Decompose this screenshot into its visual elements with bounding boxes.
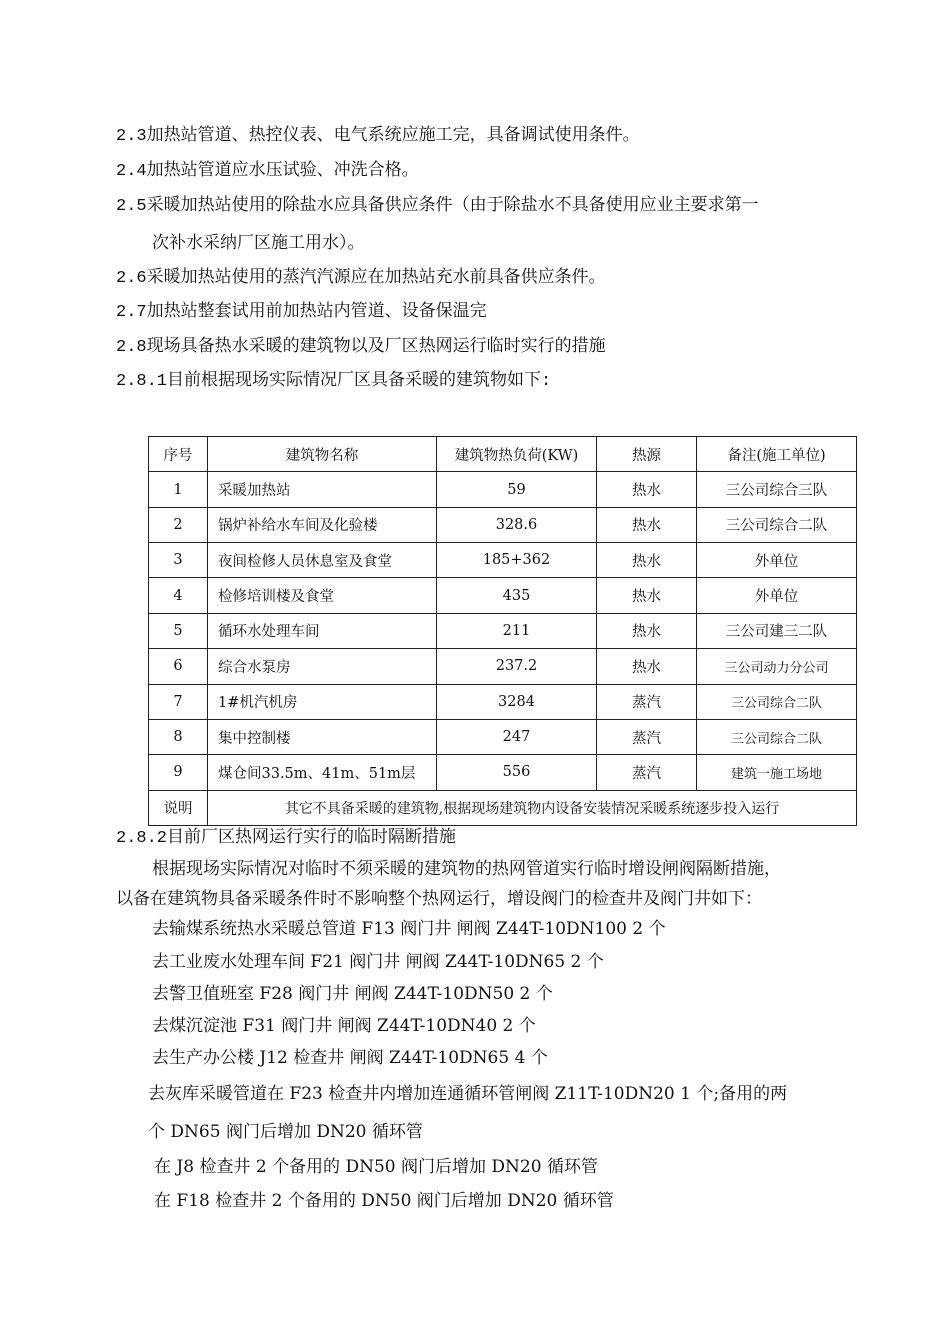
heat-load: 3284 (437, 684, 597, 719)
heat-load: 328.6 (437, 507, 597, 542)
building-name: 1#机汽机房 (208, 684, 437, 719)
row-number: 3 (149, 543, 208, 578)
heat-load: 211 (437, 613, 597, 648)
table-row (149, 719, 857, 754)
heat-source: 热水 (597, 578, 697, 613)
section-2-8-2-heading: 2.8.2目前厂区热网运行实行的临时隔断措施 (116, 829, 457, 848)
section-2-8: 2.8现场具备热水采暖的建筑物以及厂区热网运行临时实行的措施 (116, 338, 606, 357)
table-row (149, 684, 857, 719)
note-text: 其它不具备采暖的建筑物,根据现场建筑物内设备安装情况采暖系统逐步投入运行 (208, 790, 857, 825)
heat-source: 热水 (597, 613, 697, 648)
row-number: 5 (149, 613, 208, 648)
section-2-7: 2.7加热站整套试用前加热站内管道、设备保温完 (116, 303, 487, 322)
heat-source: 蒸汽 (597, 684, 697, 719)
heat-load: 435 (437, 578, 597, 613)
header-cell: 序号 (149, 437, 208, 472)
remark: 建筑一施工场地 (697, 755, 857, 790)
heat-source: 蒸汽 (597, 719, 697, 754)
heat-source: 蒸汽 (597, 755, 697, 790)
paragraph-line1: 根据现场实际情况对临时不须采暖的建筑物的热网管道实行临时增设闸阀隔断措施， (152, 859, 781, 879)
table-row (149, 472, 857, 507)
heat-source: 热水 (597, 543, 697, 578)
valve-item: 去煤沉淀池 F31 阀门井 闸阀 Z44T-10DN40 2 个 (152, 1016, 536, 1036)
row-number: 6 (149, 649, 208, 684)
section-2-3: 2.3加热站管道、热控仪表、电气系统应施工完，具备调试使用条件。 (116, 127, 640, 146)
header-cell: 热源 (597, 437, 697, 472)
remark: 三公司动力分公司 (697, 649, 857, 684)
table-row (149, 649, 857, 684)
table-row (149, 507, 857, 542)
valve-item: 去生产办公楼 J12 检查井 闸阀 Z44T-10DN65 4 个 (152, 1048, 548, 1068)
valve-item-ash-line1: 去灰库采暖管道在 F23 检查井内增加连通循环管闸阀 Z11T-10DN20 1 个;备用的两 (148, 1084, 788, 1104)
section-2-5-line1: 2.5采暖加热站使用的除盐水应具备供应条件（由于除盐水不具备使用应业主要求第一 (116, 197, 759, 216)
heat-load: 556 (437, 755, 597, 790)
header-cell: 建筑物热负荷(KW) (437, 437, 597, 472)
heat-source: 热水 (597, 649, 697, 684)
section-2-6: 2.6采暖加热站使用的蒸汽汽源应在加热站充水前具备供应条件。 (116, 269, 606, 288)
building-name: 煤仓间33.5m、41m、51m层 (208, 755, 437, 790)
heat-source: 热水 (597, 507, 697, 542)
table-row (149, 755, 857, 790)
heat-load: 185+362 (437, 543, 597, 578)
paragraph-line2: 以备在建筑物具备采暖条件时不影响整个热网运行，增设阀门的检查井及阀门井如下： (116, 889, 762, 909)
row-number: 7 (149, 684, 208, 719)
building-name: 循环水处理车间 (208, 613, 437, 648)
heating-buildings-table (148, 436, 857, 826)
remark: 三公司综合二队 (697, 684, 857, 719)
remark: 三公司建三二队 (697, 613, 857, 648)
row-number: 2 (149, 507, 208, 542)
heat-source: 热水 (597, 472, 697, 507)
building-name: 集中控制楼 (208, 719, 437, 754)
remark: 外单位 (697, 578, 857, 613)
section-2-8-1: 2.8.1目前根据现场实际情况厂区具备采暖的建筑物如下: (116, 372, 552, 391)
table-row (149, 613, 857, 648)
heat-load: 237.2 (437, 649, 597, 684)
valve-item: 去输煤系统热水采暖总管道 F13 阀门井 闸阀 Z44T-10DN100 2 个 (152, 919, 666, 939)
note-label: 说明 (149, 790, 208, 825)
section-2-5-line2: 次补水采纳厂区施工用水）。 (152, 235, 365, 254)
remark: 三公司综合二队 (697, 719, 857, 754)
header-cell: 备注(施工单位) (697, 437, 857, 472)
table-row (149, 578, 857, 613)
building-name: 综合水泵房 (208, 649, 437, 684)
table-row (149, 543, 857, 578)
row-number: 8 (149, 719, 208, 754)
remark: 三公司综合三队 (697, 472, 857, 507)
building-name: 采暖加热站 (208, 472, 437, 507)
table-note-row (149, 790, 857, 825)
table-header-row (149, 437, 857, 472)
valve-item: 去警卫值班室 F28 阀门井 闸阀 Z44T-10DN50 2 个 (152, 984, 553, 1004)
valve-item: 去工业废水处理车间 F21 阀门井 闸阀 Z44T-10DN65 2 个 (152, 952, 604, 972)
building-name: 检修培训楼及食堂 (208, 578, 437, 613)
valve-item-f18: 在 F18 检查井 2 个备用的 DN50 阀门后增加 DN20 循环管 (154, 1191, 614, 1211)
valve-item-j8: 在 J8 检查井 2 个备用的 DN50 阀门后增加 DN20 循环管 (154, 1157, 598, 1177)
valve-item-ash-line2: 个 DN65 阀门后增加 DN20 循环管 (148, 1122, 423, 1142)
heat-load: 59 (437, 472, 597, 507)
row-number: 4 (149, 578, 208, 613)
heat-load: 247 (437, 719, 597, 754)
row-number: 9 (149, 755, 208, 790)
building-name: 锅炉补给水车间及化验楼 (208, 507, 437, 542)
building-name: 夜间检修人员休息室及食堂 (208, 543, 437, 578)
section-2-4: 2.4加热站管道应水压试验、冲洗合格。 (116, 162, 419, 181)
header-cell: 建筑物名称 (208, 437, 437, 472)
row-number: 1 (149, 472, 208, 507)
remark: 外单位 (697, 543, 857, 578)
remark: 三公司综合二队 (697, 507, 857, 542)
